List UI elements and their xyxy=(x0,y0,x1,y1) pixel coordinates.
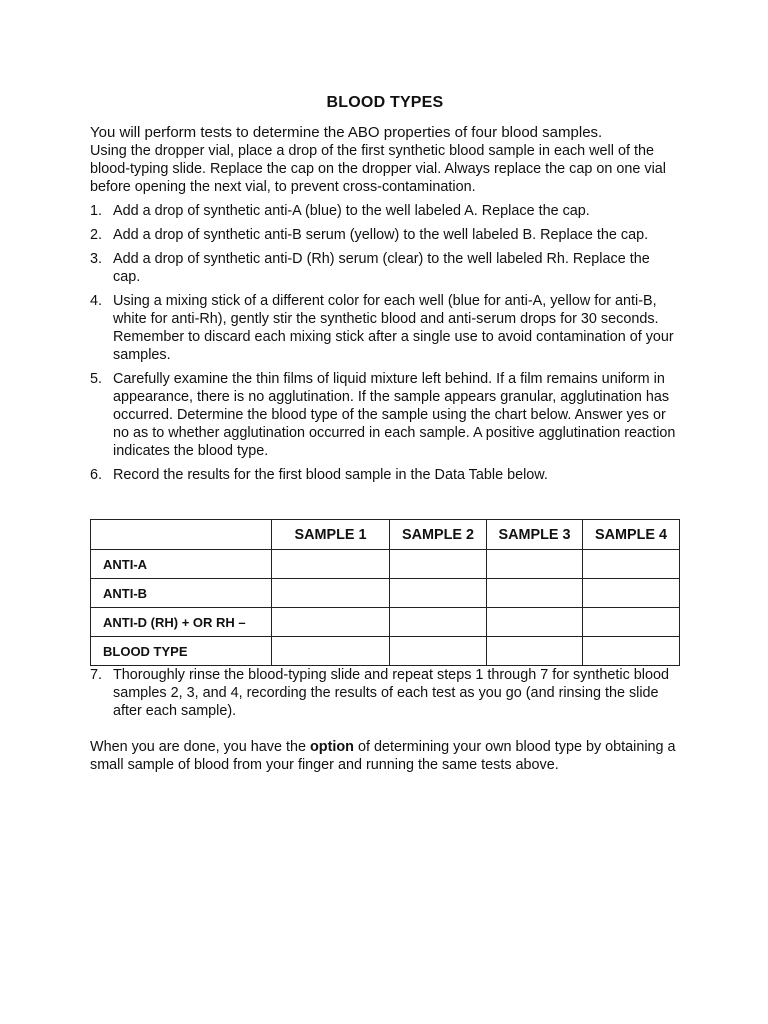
step-text: Add a drop of synthetic anti-D (Rh) serum (clear) to the well labeled Rh. Replace the cap. xyxy=(113,251,650,285)
result-cell[interactable] xyxy=(272,579,390,608)
intro-paragraph xyxy=(90,124,680,196)
result-cell[interactable] xyxy=(272,637,390,666)
step-number: 7. xyxy=(90,667,103,683)
step-number: 5. xyxy=(90,371,103,387)
table-row xyxy=(91,579,680,608)
row-label-anti-b: ANTI-B xyxy=(91,579,272,608)
result-cell[interactable] xyxy=(390,579,487,608)
step-text: Add a drop of synthetic anti-A (blue) to the well labeled A. Replace the cap. xyxy=(113,203,590,219)
table-row xyxy=(91,550,680,579)
result-cell[interactable] xyxy=(390,637,487,666)
result-cell[interactable] xyxy=(583,608,680,637)
result-cell[interactable] xyxy=(487,550,583,579)
intro-first-sentence: You will perform tests to determine the ABO properties of four blood samples. xyxy=(90,124,603,141)
result-cell[interactable] xyxy=(487,579,583,608)
document-page xyxy=(90,94,680,774)
step-text: Add a drop of synthetic anti-B serum (yellow) to the well labeled B. Replace the cap. xyxy=(113,227,649,243)
table-header-row xyxy=(91,520,680,550)
step-number: 4. xyxy=(90,293,103,309)
step-item xyxy=(90,370,680,460)
result-cell[interactable] xyxy=(487,608,583,637)
step-text: Thoroughly rinse the blood-typing slide and repeat steps 1 through 7 for synthetic blood samples 2, 3, and 4, recording the results of each test as you go (and rinsing the slide after each sample). xyxy=(113,667,669,719)
row-label-anti-a: ANTI-A xyxy=(91,550,272,579)
row-label-anti-d: ANTI-D (RH) + OR RH – xyxy=(91,608,272,637)
procedure-steps xyxy=(90,202,680,484)
table-row xyxy=(91,608,680,637)
step-item xyxy=(90,292,680,364)
step-item xyxy=(90,466,680,484)
closing-text-start: When you are done, you have the xyxy=(90,739,311,755)
step-text: Carefully examine the thin films of liquid mixture left behind. If a film remains uniform in appearance, there is no agglutination. If the sample appears granular, agglutination has occurred. Determine the blood type of the sample using the chart below. Answer yes or no as to whether agglutination occurred in each sample. A positive agglutination reaction indicates the blood type. xyxy=(113,371,676,459)
data-table xyxy=(90,519,680,666)
closing-text-end: of determining your own blood type by obtaining a small sample of blood from your finger and running the same tests above. xyxy=(90,739,676,773)
table-row xyxy=(91,637,680,666)
result-cell[interactable] xyxy=(272,608,390,637)
step-number: 3. xyxy=(90,251,103,267)
step-item xyxy=(90,202,680,220)
result-cell[interactable] xyxy=(272,550,390,579)
intro-instructions: Using the dropper vial, place a drop of the first synthetic blood sample in each well of the blood-typing slide. Replace the cap on the dropper vial. Always replace the cap on one vial before opening the next vial, to prevent cross-contamination. xyxy=(90,143,666,195)
result-cell[interactable] xyxy=(390,608,487,637)
column-header-sample-2: SAMPLE 2 xyxy=(390,520,487,550)
table-corner-cell xyxy=(91,520,272,550)
step-item xyxy=(90,226,680,244)
step-text: Record the results for the first blood sample in the Data Table below. xyxy=(113,467,548,483)
step-number: 1. xyxy=(90,203,103,219)
column-header-sample-3: SAMPLE 3 xyxy=(487,520,583,550)
result-cell[interactable] xyxy=(583,637,680,666)
step-item xyxy=(90,666,680,720)
column-header-sample-4: SAMPLE 4 xyxy=(583,520,680,550)
row-label-blood-type: BLOOD TYPE xyxy=(91,637,272,666)
column-header-sample-1: SAMPLE 1 xyxy=(272,520,390,550)
step-text: Using a mixing stick of a different color for each well (blue for anti-A, yellow for anti-B, white for anti-Rh), gently stir the synthetic blood and anti-serum drops for 30 seconds. Remember to discard each mixing stick after a single use to avoid contamination of your samples. xyxy=(113,293,674,363)
step-number: 2. xyxy=(90,227,103,243)
result-cell[interactable] xyxy=(583,579,680,608)
closing-emphasis: option xyxy=(310,739,354,755)
result-cell[interactable] xyxy=(583,550,680,579)
page-title: BLOOD TYPES xyxy=(326,94,444,111)
procedure-steps-continued xyxy=(90,666,680,720)
closing-paragraph xyxy=(90,738,680,774)
result-cell[interactable] xyxy=(487,637,583,666)
step-item xyxy=(90,250,680,286)
step-number: 6. xyxy=(90,467,103,483)
result-cell[interactable] xyxy=(390,550,487,579)
